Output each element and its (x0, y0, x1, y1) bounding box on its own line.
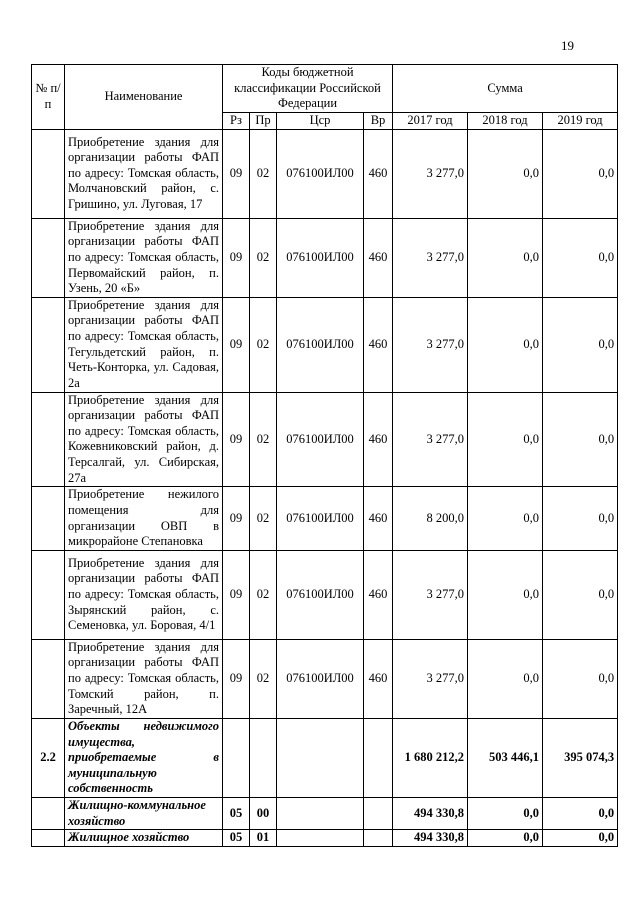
table-row (32, 392, 618, 487)
row-2017: 1 680 212,2 (393, 718, 468, 797)
row-2017: 3 277,0 (393, 550, 468, 639)
row-num (32, 550, 65, 639)
row-name: Приобретение нежилого помещения для организации ОВП в микрорайоне Степановка (65, 487, 223, 551)
row-2017: 494 330,8 (393, 798, 468, 830)
row-csr: 076100ИЛ00 (277, 550, 364, 639)
row-2019: 0,0 (543, 798, 618, 830)
row-name: Приобретение здания для организации работы ФАП по адресу: Томская область, Томский район, п. Заречный, 12А (65, 639, 223, 718)
row-csr: 076100ИЛ00 (277, 639, 364, 718)
col-header-name: Наименование (65, 65, 223, 130)
row-rz: 09 (223, 297, 250, 392)
row-name: Приобретение здания для организации работы ФАП по адресу: Томская область, Кожевниковский район, д. Терсалгай, ул. Сибирская, 27а (65, 392, 223, 487)
row-num (32, 218, 65, 297)
col-header-2018: 2018 год (468, 113, 543, 130)
row-csr (277, 830, 364, 847)
row-2018: 503 446,1 (468, 718, 543, 797)
row-name: Приобретение здания для организации работы ФАП по адресу: Томская область, Молчановский район, с. Гришино, ул. Луговая, 17 (65, 129, 223, 218)
row-vr: 460 (364, 550, 393, 639)
row-2018: 0,0 (468, 129, 543, 218)
col-header-rz: Рз (223, 113, 250, 130)
row-num (32, 639, 65, 718)
row-2018: 0,0 (468, 487, 543, 551)
row-num (32, 830, 65, 847)
row-rz: 09 (223, 550, 250, 639)
row-2018: 0,0 (468, 392, 543, 487)
row-2017: 3 277,0 (393, 129, 468, 218)
row-2017: 3 277,0 (393, 297, 468, 392)
row-name: Жилищное хозяйство (65, 830, 223, 847)
row-vr (364, 718, 393, 797)
row-rz: 09 (223, 218, 250, 297)
row-vr: 460 (364, 487, 393, 551)
row-2019: 395 074,3 (543, 718, 618, 797)
row-csr (277, 718, 364, 797)
row-name: Объекты недвижимого имущества, приобретаемые в муниципальную собственность (65, 718, 223, 797)
row-pr: 01 (250, 830, 277, 847)
table-row (32, 297, 618, 392)
row-2019: 0,0 (543, 487, 618, 551)
row-2017: 3 277,0 (393, 392, 468, 487)
row-rz: 05 (223, 830, 250, 847)
table-row (32, 830, 618, 847)
row-2018: 0,0 (468, 830, 543, 847)
row-2018: 0,0 (468, 798, 543, 830)
table-row (32, 798, 618, 830)
row-vr (364, 798, 393, 830)
row-2017: 3 277,0 (393, 218, 468, 297)
row-2018: 0,0 (468, 550, 543, 639)
row-rz: 05 (223, 798, 250, 830)
row-2017: 494 330,8 (393, 830, 468, 847)
row-name: Приобретение здания для организации работы ФАП по адресу: Томская область, Зырянский район, с. Семеновка, ул. Боровая, 4/1 (65, 550, 223, 639)
row-num (32, 297, 65, 392)
col-header-num: № п/п (32, 65, 65, 130)
row-vr (364, 830, 393, 847)
row-num (32, 129, 65, 218)
row-vr: 460 (364, 639, 393, 718)
row-num (32, 392, 65, 487)
row-2018: 0,0 (468, 639, 543, 718)
col-header-pr: Пр (250, 113, 277, 130)
row-vr: 460 (364, 218, 393, 297)
table-row (32, 487, 618, 551)
row-2019: 0,0 (543, 550, 618, 639)
row-2019: 0,0 (543, 297, 618, 392)
row-rz (223, 718, 250, 797)
row-vr: 460 (364, 392, 393, 487)
row-csr (277, 798, 364, 830)
table-row (32, 129, 618, 218)
row-rz: 09 (223, 487, 250, 551)
col-header-2019: 2019 год (543, 113, 618, 130)
table-row (32, 639, 618, 718)
row-pr: 02 (250, 392, 277, 487)
row-rz: 09 (223, 129, 250, 218)
row-name: Жилищно-коммунальное хозяйство (65, 798, 223, 830)
budget-table (31, 64, 618, 847)
row-2019: 0,0 (543, 392, 618, 487)
row-csr: 076100ИЛ00 (277, 487, 364, 551)
row-csr: 076100ИЛ00 (277, 218, 364, 297)
row-pr: 02 (250, 550, 277, 639)
page-number: 19 (561, 38, 574, 53)
row-2019: 0,0 (543, 830, 618, 847)
row-csr: 076100ИЛ00 (277, 129, 364, 218)
row-2019: 0,0 (543, 129, 618, 218)
row-2017: 3 277,0 (393, 639, 468, 718)
row-vr: 460 (364, 297, 393, 392)
row-name: Приобретение здания для организации работы ФАП по адресу: Томская область, Тегульдетский район, п. Четь-Конторка, ул. Садовая, 2а (65, 297, 223, 392)
row-2019: 0,0 (543, 218, 618, 297)
row-pr: 02 (250, 297, 277, 392)
col-header-vr: Вр (364, 113, 393, 130)
row-vr: 460 (364, 129, 393, 218)
row-rz: 09 (223, 639, 250, 718)
row-pr: 02 (250, 218, 277, 297)
row-num: 2.2 (32, 718, 65, 797)
row-2017: 8 200,0 (393, 487, 468, 551)
row-pr: 02 (250, 129, 277, 218)
row-pr (250, 718, 277, 797)
row-csr: 076100ИЛ00 (277, 297, 364, 392)
row-csr: 076100ИЛ00 (277, 392, 364, 487)
row-pr: 00 (250, 798, 277, 830)
col-header-codes: Коды бюджетной классификации Российской Федерации (223, 65, 393, 113)
row-rz: 09 (223, 392, 250, 487)
row-num (32, 798, 65, 830)
row-pr: 02 (250, 487, 277, 551)
col-header-sum: Сумма (393, 65, 618, 113)
table-row (32, 218, 618, 297)
col-header-csr: Цср (277, 113, 364, 130)
row-2018: 0,0 (468, 218, 543, 297)
col-header-2017: 2017 год (393, 113, 468, 130)
row-pr: 02 (250, 639, 277, 718)
row-num (32, 487, 65, 551)
table-row (32, 550, 618, 639)
table-row (32, 718, 618, 797)
row-2019: 0,0 (543, 639, 618, 718)
row-name: Приобретение здания для организации работы ФАП по адресу: Томская область, Первомайский район, п. Узень, 20 «Б» (65, 218, 223, 297)
row-2018: 0,0 (468, 297, 543, 392)
